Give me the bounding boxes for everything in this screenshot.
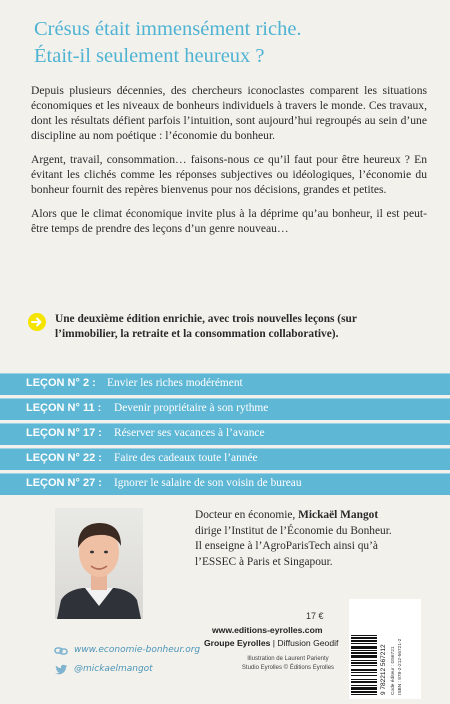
barcode-rotated xyxy=(349,599,421,699)
barcode-bar xyxy=(351,643,377,644)
barcode-bar xyxy=(351,691,377,693)
price: 17 € xyxy=(306,611,324,621)
twitter-bird-icon xyxy=(54,664,68,679)
barcode-bar xyxy=(351,672,377,673)
lesson-title: Faire des cadeaux toute l’année xyxy=(114,452,258,464)
barcode-bar xyxy=(351,640,377,642)
barcode-bar xyxy=(351,681,377,683)
barcode-bar xyxy=(351,637,377,639)
lesson-number: LEÇON N° 2 : xyxy=(26,377,96,389)
lesson-band xyxy=(0,448,450,470)
publisher-code: Code éditeur : G56721 xyxy=(391,646,396,695)
barcode-bar xyxy=(351,679,377,680)
lesson-number: LEÇON N° 27 : xyxy=(26,477,102,489)
bio-line: Docteur en économie, Mickaël Mangot xyxy=(195,509,379,521)
blurb-paragraph: Depuis plusieurs décennies, des chercheurs iconoclastes comparent les situations économiques et les niveaux de bonheurs individuels à travers le monde. Ces travaux, dont les résultats défient parfois l’intuition, sont aujourd’hui regroupés au sein d’une discipline au nom poétique : l’économie du bonheur. xyxy=(31,84,427,142)
bio-line: Il enseigne à l’AgroParisTech ainsi qu’à xyxy=(195,540,378,552)
website-text[interactable]: www.economie-bonheur.org xyxy=(74,645,201,655)
lesson-number: LEÇON N° 22 : xyxy=(26,452,102,464)
author-name: Mickaël Mangot xyxy=(298,509,379,521)
website-link[interactable] xyxy=(54,644,224,663)
blurb-paragraph: Alors que le climat économique invite plus à la déprime qu’au bonheur, il est peut-être temps de prendre des leçons d’un genre nouveau… xyxy=(31,207,427,235)
barcode-bar xyxy=(351,662,377,664)
barcode-bar xyxy=(351,635,377,636)
barcode-bar xyxy=(351,660,377,661)
barcode-block xyxy=(349,599,421,699)
author-photo xyxy=(55,508,143,619)
back-cover-headline xyxy=(34,16,434,70)
separator: | xyxy=(272,638,276,648)
barcode-bars xyxy=(349,613,379,695)
bio-line: l’ESSEC à Paris et Singapour. xyxy=(195,555,333,568)
lesson-band xyxy=(0,423,450,445)
social-links xyxy=(54,644,224,682)
lesson-title: Envier les riches modérément xyxy=(107,377,243,389)
cover-credits xyxy=(233,655,343,673)
bio-line: dirige l’Institut de l’Économie du Bonheur. xyxy=(195,524,392,537)
lesson-number: LEÇON N° 11 : xyxy=(26,402,102,414)
lesson-band xyxy=(0,398,450,420)
isbn-text: ISBN : 978-2-212-56721-2 xyxy=(398,638,403,695)
barcode-digits: 9 782212 567212 xyxy=(380,644,387,695)
lesson-title: Ignorer le salaire de son voisin de bureau xyxy=(114,477,302,489)
highlight-text: Une deuxième édition enrichie, avec trois nouvelles leçons (sur l’immobilier, la retraite et la consommation collaborative). xyxy=(55,313,357,340)
headline-line-2: Était-il seulement heureux ? xyxy=(34,45,265,67)
group-name: Groupe Eyrolles xyxy=(204,638,271,648)
barcode-bar xyxy=(351,694,377,695)
barcode-bar xyxy=(351,655,377,658)
lesson-band xyxy=(0,373,450,395)
blurb-paragraph: Argent, travail, consommation… faisons-nous ce qu’il faut pour être heureux ? En évitant les clichés comme les réponses subjectives ou idéologiques, l’économie du bonheur fournit des repères bienvenus pour nos décisions, grandes et petites. xyxy=(31,153,427,196)
barcode-bar xyxy=(351,687,377,690)
diffusion-name: Diffusion Geodif xyxy=(277,638,339,648)
barcode-bar xyxy=(351,675,377,676)
barcode-bar xyxy=(351,665,377,666)
lesson-title: Réserver ses vacances à l’avance xyxy=(114,427,265,439)
barcode-bar xyxy=(351,669,377,671)
illustration-credit: Illustration de Laurent Parienty xyxy=(247,656,329,662)
barcode-bar xyxy=(351,652,377,654)
publisher-url[interactable]: www.editions-eyrolles.com xyxy=(212,625,323,635)
barcode-bar xyxy=(351,685,377,686)
link-icon xyxy=(54,645,68,660)
lesson-title: Devenir propriétaire à son rythme xyxy=(114,402,269,414)
publisher-group xyxy=(204,638,338,648)
twitter-link[interactable] xyxy=(54,663,224,682)
headline-line-1: Crésus était immensément riche. xyxy=(34,18,302,40)
author-bio xyxy=(195,508,445,570)
blurb xyxy=(31,83,427,245)
barcode-bar xyxy=(351,646,377,649)
twitter-handle[interactable]: @mickaelmangot xyxy=(74,664,153,674)
barcode-bar xyxy=(351,650,377,651)
lesson-band xyxy=(0,473,450,495)
lessons-list xyxy=(0,373,450,498)
arrow-right-icon xyxy=(28,313,46,331)
studio-credit: Studio Eyrolles © Éditions Eyrolles xyxy=(241,665,335,671)
lesson-number: LEÇON N° 17 : xyxy=(26,427,102,439)
